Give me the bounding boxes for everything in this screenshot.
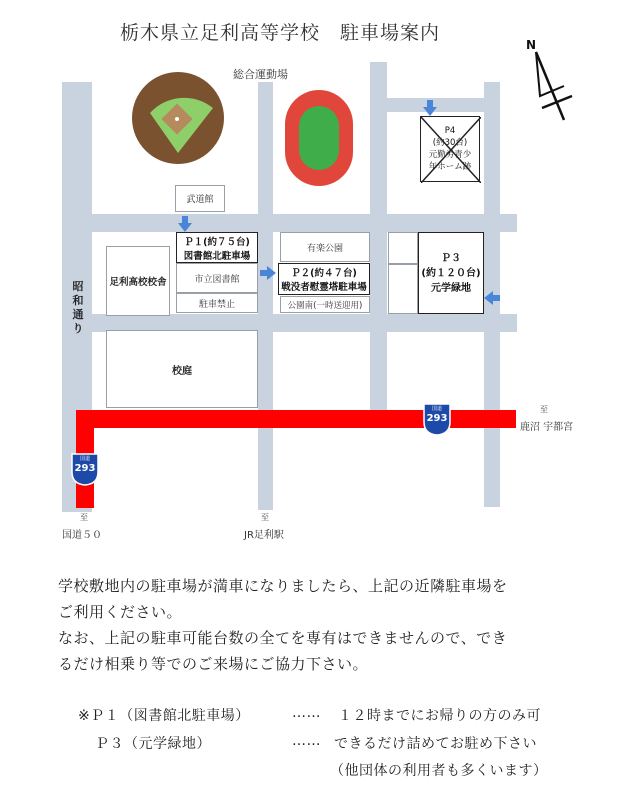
budokan-building <box>175 185 225 212</box>
p3-note-sub: （他団体の利用者も多くいます） <box>330 763 548 779</box>
route-shield-number: 293 <box>426 413 448 424</box>
schoolyard <box>106 330 258 408</box>
p4-desc2: 年ホーム跡 <box>428 162 472 172</box>
notes-line: るだけ相乗り等でのご来場にご協力下さい。 <box>58 655 369 673</box>
route-shield-number: 293 <box>74 463 96 474</box>
notes-line: なお、上記の駐車可能台数の全てを専有はできませんので、でき <box>58 629 508 647</box>
route-293-shield <box>422 402 452 436</box>
p1-note-text: １２時までにお帰りの方のみ可 <box>338 708 541 724</box>
route-shield-top: 国道 <box>79 456 90 462</box>
to-station-label: JR足利駅 <box>244 530 284 541</box>
page-title: 栃木県立足利高等学校 駐車場案内 <box>120 22 441 44</box>
north-arrow-icon <box>520 46 580 126</box>
p1-note-label: ※Ｐ１（図書館北駐車場） <box>78 708 250 724</box>
park-south-label: 公園南(一時送迎用) <box>287 300 363 311</box>
p3-note-text: できるだけ詰めてお駐め下さい <box>334 736 537 752</box>
p3-note-label: Ｐ３（元学緑地） <box>95 736 211 752</box>
library-label: 市立図書館 <box>194 274 240 285</box>
p3-desc: 元学緑地 <box>431 282 471 294</box>
schoolyard-label: 校庭 <box>172 365 192 377</box>
parking-p3[interactable] <box>418 232 484 314</box>
yuraku-park-label: 有楽公園 <box>306 243 343 254</box>
park-south-area <box>280 296 370 313</box>
athletic-track-icon <box>283 88 355 188</box>
p1-name: Ｐ１(約７５台) <box>184 236 250 248</box>
arrow-left-p3-icon <box>484 291 500 305</box>
showa-street-char: 昭 <box>72 280 84 293</box>
route-293-shield <box>70 452 100 486</box>
school-building <box>106 246 170 316</box>
road-vertical-1 <box>258 82 273 510</box>
arrow-down-p4-icon <box>423 100 437 116</box>
route-shield-top: 国道 <box>431 406 442 412</box>
building-west-of-p3 <box>388 232 418 264</box>
to-kanuma-arrow: 至 <box>540 405 548 414</box>
closed-x-icon <box>421 117 481 183</box>
notes-paragraph <box>58 573 598 677</box>
notes-line: 学校敷地内の駐車場が満車になりましたら、上記の近隣駐車場を <box>58 577 508 595</box>
parking-p4-closed <box>420 116 480 182</box>
p4-desc: 元勤労青少 <box>428 150 472 160</box>
road-horizontal-top <box>387 98 487 112</box>
showa-street-char: 和 <box>72 294 84 307</box>
showa-street-label <box>70 280 86 336</box>
p3-name: Ｐ３ <box>441 252 461 264</box>
showa-street-char: 通 <box>72 308 84 321</box>
to-route50-label: 国道５０ <box>62 530 102 541</box>
notes-line: ご利用ください。 <box>58 603 183 621</box>
no-parking-label: 駐車禁止 <box>198 299 235 310</box>
arrow-right-p2-icon <box>260 266 276 280</box>
p3-note-dots: …… <box>292 733 321 749</box>
library-building <box>176 263 258 293</box>
p1-note-dots: …… <box>292 705 321 721</box>
p3-count: (約１２０台) <box>421 267 481 279</box>
arrow-down-p1-icon <box>178 216 192 232</box>
to-route50-arrow: 至 <box>80 513 88 522</box>
road-vertical-2 <box>370 62 387 412</box>
p2-desc: 戦没者慰霊塔駐車場 <box>281 282 367 293</box>
yuraku-park <box>280 232 370 262</box>
to-kanuma-label: 鹿沼 宇都宮 <box>520 422 574 433</box>
north-label: N <box>526 38 537 52</box>
parking-p1[interactable] <box>176 232 258 263</box>
p1-desc: 図書館北駐車場 <box>183 250 251 262</box>
building-west-of-p3-lower <box>388 264 418 314</box>
road-horizontal-north <box>62 214 517 232</box>
p4-name: P4 <box>444 126 456 136</box>
p4-count: (約30台) <box>432 138 468 148</box>
baseball-field-icon <box>128 68 228 168</box>
budokan-label: 武道館 <box>186 195 214 205</box>
p2-name: Ｐ２(約４７台) <box>291 268 357 279</box>
to-station-arrow: 至 <box>261 513 269 522</box>
parking-p2[interactable] <box>278 263 370 295</box>
no-parking-area <box>176 293 258 313</box>
school-building-label: 足利高校校舎 <box>109 277 167 288</box>
sports-ground-label: 総合運動場 <box>233 68 288 81</box>
showa-street-char: り <box>72 322 84 335</box>
